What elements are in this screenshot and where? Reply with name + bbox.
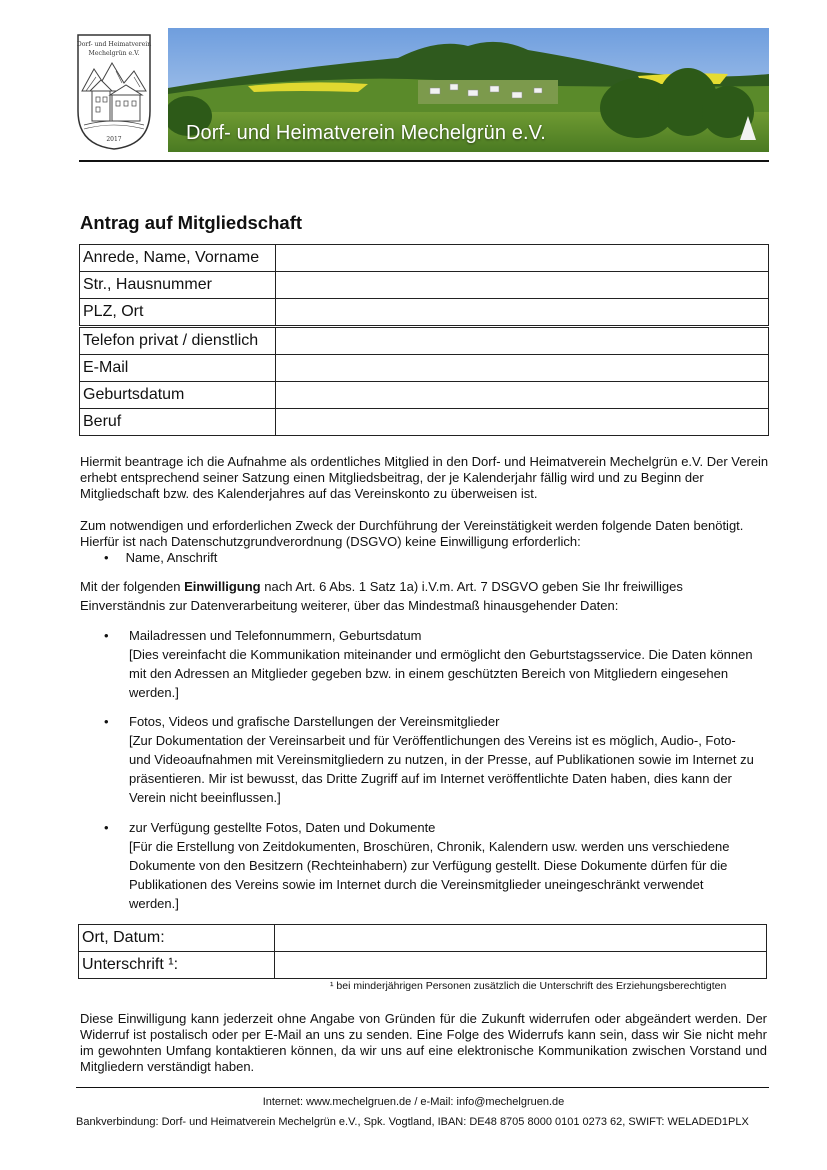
field-label: Geburtsdatum [80, 382, 276, 409]
table-row [79, 952, 767, 979]
form-title: Antrag auf Mitgliedschaft [80, 212, 303, 233]
logo-text-line1: Dorf- und Heimatverein [76, 41, 152, 48]
consent-item-head: Mailadressen und Telefonnummern, Geburtsdatum [129, 628, 422, 643]
consent-intro-text: nach Art. 6 Abs. 1 Satz 1a) i.V.m. Art. 7 DSGVO geben Sie Ihr freiwilliges Einverständnis zur Datenverarbeitung weiterer, über das Mindestmaß hinausgehender Daten: [80, 579, 683, 613]
association-logo [76, 33, 152, 151]
table-row [80, 382, 769, 409]
table-row [79, 925, 767, 952]
place-date-input-cell[interactable] [275, 925, 767, 952]
logo-year: 2017 [106, 136, 122, 143]
list-item-text: Name, Anschrift [125, 550, 218, 565]
field-label: E-Mail [80, 355, 276, 382]
zip-city-input-cell[interactable] [276, 299, 769, 327]
bullet-icon: • [104, 550, 109, 565]
logo-text-line2: Mechelgrün e.V. [88, 50, 140, 57]
field-label: Unterschrift ¹: [79, 952, 275, 979]
header-rule [79, 160, 769, 162]
list-item [104, 550, 217, 566]
consent-item-head: Fotos, Videos und grafische Darstellungen der Vereinsmitglieder [129, 714, 500, 729]
consent-item [104, 818, 754, 913]
table-row [80, 299, 769, 327]
signature-input-cell[interactable] [275, 952, 767, 979]
consent-item-head: zur Verfügung gestellte Fotos, Daten und Dokumente [129, 820, 436, 835]
field-label: Beruf [80, 409, 276, 436]
table-row [80, 272, 769, 299]
consent-keyword: Einwilligung [184, 579, 261, 594]
footer-rule [76, 1087, 769, 1088]
name-input-cell[interactable] [276, 245, 769, 272]
dsgvo-paragraph: Zum notwendigen und erforderlichen Zweck der Durchführung der Vereinstätigkeit werden folgende Daten benötigt. Hierfür ist nach Datenschutzgrundverordnung (DSGVO) keine Einwilligung erforderlich: [80, 518, 744, 549]
table-row [80, 245, 769, 272]
consent-item [104, 712, 754, 807]
footnote: ¹ bei minderjährigen Personen zusätzlich die Unterschrift des Erziehungsberechtigten [330, 980, 727, 992]
header-banner [168, 28, 769, 152]
application-paragraph: Hiermit beantrage ich die Aufnahme als ordentliches Mitglied in den Dorf- und Heimatverein Mechelgrün e.V. Der Verein erhebt entsprechend seiner Satzung einen Mitgliedsbeitrag, der je Kalenderjahr fällig wird und zu Beginn der Mitgliedschaft bzw. des Kalenderjahres auf das Vereinskonto zu überweisen ist. [80, 454, 769, 501]
signature-table [78, 924, 767, 979]
field-label: Str., Hausnummer [80, 272, 276, 299]
consent-intro-text: Mit der folgenden [80, 579, 185, 594]
field-label: Ort, Datum: [79, 925, 275, 952]
phone-input-cell[interactable] [276, 327, 769, 355]
consent-item [104, 626, 754, 702]
field-label: Anrede, Name, Vorname [80, 245, 276, 272]
bullet-icon: • [104, 820, 109, 835]
consent-item-detail: [Dies vereinfacht die Kommunikation miteinander und ermöglicht den Geburtstagsservice. Die Daten können mit den Adressen an Mitglieder gegeben bzw. in einem geschützten Bereich von Mitgliedern eingesehen werden.] [129, 647, 753, 700]
field-label: Telefon privat / dienstlich [80, 327, 276, 355]
table-row [80, 327, 769, 355]
member-data-table [79, 244, 769, 436]
footer-contact: Internet: www.mechelgruen.de / e-Mail: info@mechelgruen.de [262, 1096, 565, 1108]
consent-item-detail: [Für die Erstellung von Zeitdokumenten, Broschüren, Chronik, Kalendern usw. werden uns verschiedene Dokumente von den Besitzern (Rechteinhabern) zur Verfügung gestellt. Diese Dokumente dürfen für die Publikationen des Vereins sowie im Internet durch die Vereinsmitglieder uneingeschränkt verwendet werden.] [129, 839, 730, 911]
table-row [80, 409, 769, 436]
profession-input-cell[interactable] [276, 409, 769, 436]
bullet-icon: • [104, 714, 109, 729]
footer-bank: Bankverbindung: Dorf- und Heimatverein Mechelgrün e.V., Spk. Vogtland, IBAN: DE48 8705 8000 0101 0273 62, SWIFT: WELADED1PLX [76, 1116, 749, 1128]
street-input-cell[interactable] [276, 272, 769, 299]
field-label: PLZ, Ort [80, 299, 276, 327]
table-row [80, 355, 769, 382]
revocation-paragraph: Diese Einwilligung kann jederzeit ohne Angabe von Gründen für die Zukunft widerrufen oder abgeändert werden. Der Widerruf ist postalisch oder per E-Mail an uns zu senden. Eine Folge des Widerrufs kann sein, dass wir Sie nicht mehr im gewohnten Umfang kontaktieren können, da wir uns auf eine elektronische Kommunikation zwischen Vorstand und Mitgliedern verständigt haben. [80, 1011, 767, 1074]
banner-title: Dorf- und Heimatverein Mechelgrün e.V. [186, 122, 546, 144]
consent-item-detail: [Zur Dokumentation der Vereinsarbeit und für Veröffentlichungen des Vereins ist es möglich, Audio-, Foto- und Videoaufnahmen mit Vereinsmitgliedern zu nutzen, in der Presse, auf Publikationen sowie im Internet zu präsentieren. Mir ist bewusst, das Dritte Zugriff auf im Internet veröffentlichte Daten haben, dies kann der Verein nicht beeinflussen.] [129, 733, 754, 805]
consent-intro [80, 577, 770, 615]
bullet-icon: • [104, 628, 109, 643]
birthdate-input-cell[interactable] [276, 382, 769, 409]
email-input-cell[interactable] [276, 355, 769, 382]
